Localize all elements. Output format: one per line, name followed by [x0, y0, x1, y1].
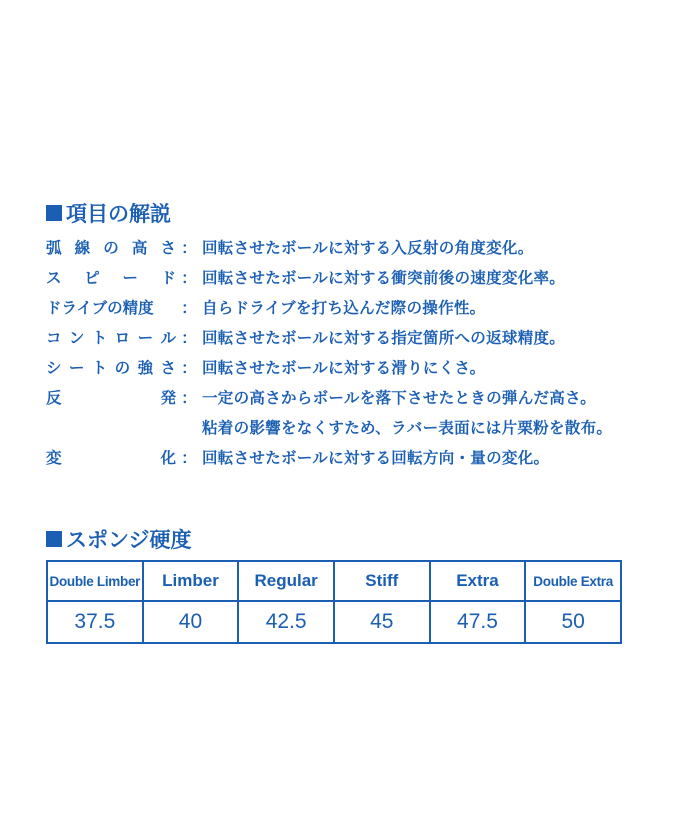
term-char: さ	[160, 239, 176, 257]
glossary-row	[46, 356, 676, 386]
colon: ：	[181, 299, 197, 317]
term-drive-accuracy	[46, 296, 176, 318]
term-speed	[46, 266, 176, 288]
colon: ：	[181, 359, 197, 377]
header-stiff: Stiff	[334, 561, 430, 601]
term-description: 回転させたボールに対する回転方向・量の変化。	[202, 449, 550, 467]
header-limber: Limber	[143, 561, 239, 601]
table-value-row	[47, 601, 621, 643]
term-description: 回転させたボールに対する滑りにくさ。	[202, 359, 486, 377]
glossary-heading	[46, 198, 171, 228]
term-description: 自らドライブを打ち込んだ際の操作性。	[202, 299, 486, 317]
colon: ：	[181, 449, 197, 467]
glossary-row	[46, 266, 676, 296]
term-char: ト	[91, 359, 108, 377]
term-char: 線	[74, 239, 91, 257]
term-variation	[46, 446, 176, 468]
term-char: ト	[91, 329, 108, 347]
glossary-row	[46, 296, 676, 326]
colon: ：	[181, 329, 197, 347]
term-char: ー	[68, 359, 85, 377]
term-char: ー	[137, 329, 154, 347]
header-extra: Extra	[430, 561, 526, 601]
heading-square-icon	[46, 205, 62, 221]
glossary-row	[46, 386, 676, 416]
term-char: 反	[46, 389, 62, 407]
colon: ：	[181, 389, 197, 407]
term-char: 高	[131, 239, 148, 257]
term-char: ピ	[84, 269, 100, 287]
term-arc-height	[46, 236, 176, 258]
sponge-heading-text: スポンジ硬度	[66, 528, 192, 552]
heading-square-icon	[46, 531, 62, 547]
term-char: ス	[46, 269, 62, 287]
glossary-row-continuation	[46, 416, 676, 446]
term-char: 化	[160, 449, 176, 467]
glossary-row	[46, 446, 676, 476]
term-description: 回転させたボールに対する衝突前後の速度変化率。	[202, 269, 566, 287]
term-char: シ	[46, 359, 62, 377]
table-header-row	[47, 561, 621, 601]
sponge-hardness-table	[46, 560, 622, 644]
colon: ：	[181, 269, 197, 287]
header-double-extra: Double Extra	[525, 561, 621, 601]
value-regular: 42.5	[238, 601, 334, 643]
value-extra: 47.5	[430, 601, 526, 643]
term-rebound	[46, 386, 176, 408]
header-double-limber: Double Limber	[47, 561, 143, 601]
term-description-continuation: 粘着の影響をなくすため、ラバー表面には片栗粉を散布。	[202, 419, 613, 437]
term-description: 一定の高さからボールを落下させたときの弾んだ高さ。	[202, 389, 597, 407]
term-char: 変	[46, 449, 62, 467]
glossary-heading-text: 項目の解説	[66, 202, 171, 226]
term-description: 回転させたボールに対する入反射の角度変化。	[202, 239, 534, 257]
header-regular: Regular	[238, 561, 334, 601]
term-control	[46, 326, 176, 348]
term-sheet-strength	[46, 356, 176, 378]
term-char: ド	[160, 269, 176, 287]
glossary-list	[46, 236, 676, 476]
term-char: 弧	[46, 239, 62, 257]
term-char: コ	[46, 329, 62, 347]
glossary-row	[46, 326, 676, 356]
term-char: ル	[160, 329, 176, 347]
sponge-heading	[46, 524, 191, 554]
term-char: さ	[160, 359, 176, 377]
term-char: 強	[137, 359, 154, 377]
term-char: の	[114, 359, 131, 377]
term-char: ロ	[114, 329, 131, 347]
value-double-extra: 50	[525, 601, 621, 643]
term-description: 回転させたボールに対する指定箇所への返球精度。	[202, 329, 566, 347]
term-char: ドライブの精度	[46, 299, 154, 317]
term-char: の	[103, 239, 119, 257]
term-char: ー	[122, 269, 138, 287]
glossary-row	[46, 236, 676, 266]
colon: ：	[181, 239, 197, 257]
term-char: 発	[160, 389, 176, 407]
value-double-limber: 37.5	[47, 601, 143, 643]
term-char: ン	[68, 329, 85, 347]
value-stiff: 45	[334, 601, 430, 643]
value-limber: 40	[143, 601, 239, 643]
